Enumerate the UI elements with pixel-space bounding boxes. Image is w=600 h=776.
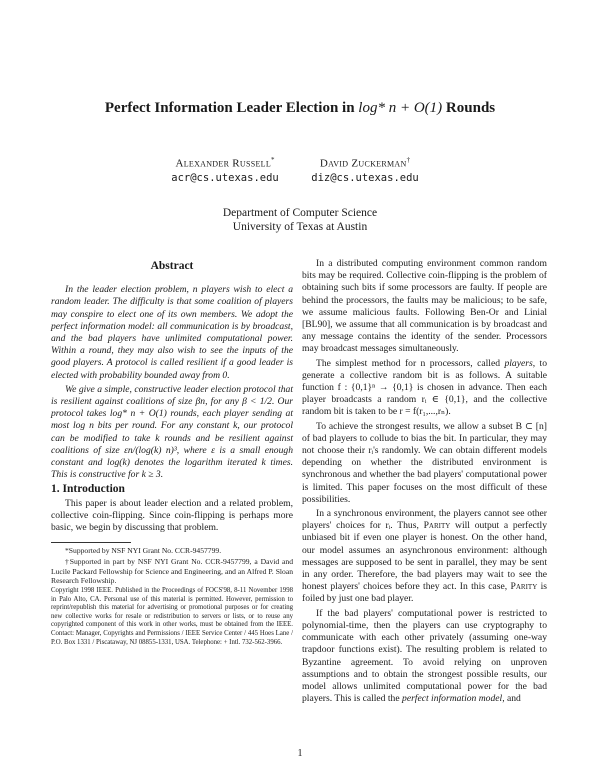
author-name: Alexander Russell	[175, 157, 272, 170]
copyright-notice: Copyright 1998 IEEE. Published in the Proceedings of FOCS'98, 8-11 November 1998 in Palo Alto, CA. Personal use of this material is permitted. However, permission to reprint/republish this material for advertising or promotional purposes or for creating new collective works for resale or redistribution to servers or lists, or to reuse any copyrighted component of this work in other works, must be obtained from the IEEE. Contact: Manager, Copyrights and Permissions / IEEE Service Center / 445 Hoes Lane / P.O. Box 1331 / Piscataway, NJ 08855-1331, USA. Telephone: + Intl. 732-562-3966.	[51, 587, 293, 646]
abstract-paragraph: We give a simple, constructive leader election protocol that is resilient against coalitions of size βn, for any β < 1/2. Our protocol takes log* n + O(1) rounds, each player sending at most log n bits per round. For any constant k, our protocol can be modified to take k rounds and be resilient against coalitions of size εn/(log(k) n)³, where ε is a small enough constant and log(k) denotes the logarithm iterated k times. This is constructive for k ≥ 3.	[51, 383, 293, 481]
body-paragraph: The simplest method for n processors, called players, to generate a collective random bit is as follows. A suitable function f : {0,1}ⁿ → {0,1} is chosen in advance. Then each player broadcasts a random rᵢ ∈ {0,1}, and the collective random bit is taken to be r = f(r₁,...,rₙ).	[302, 357, 547, 418]
title-math: log* n + O(1)	[358, 100, 443, 116]
author-email: acr@cs.utexas.edu	[171, 171, 279, 184]
body-paragraph: This paper is about leader election and a related problem, collective coin-flipping. Since coin-flipping is perhaps more basic, we begin by discussing that problem.	[51, 497, 293, 534]
body-paragraph: If the bad players' computational power is restricted to polynomial-time, then the players can use cryptography to communicate with each other privately (assuming one-way trapdoor functions exist). The resulting problem is related to Byzantine agreement. To avoid relying on unproven assumptions and to obtain the strongest possible results, our model allows unlimited computational power for the bad players. This is called the perfect information model, and	[302, 607, 547, 705]
footnote-rule	[51, 542, 131, 543]
author-email: diz@cs.utexas.edu	[311, 171, 419, 184]
author-2: David Zuckerman† diz@cs.utexas.edu	[300, 156, 430, 184]
abstract	[51, 284, 293, 481]
paper-title: Perfect Information Leader Election in log* n + O(1) Rounds	[104, 100, 496, 116]
author-name: David Zuckerman	[319, 157, 407, 170]
right-column	[302, 258, 547, 707]
body-paragraph: In a synchronous environment, the players cannot see other players' choices for rᵢ. Thus, Parity will output a perfectly unbiased bit if even one player is honest. On the other hand, our model assumes an asynchronous environment: although messages are supposed to be sent in parallel, they may be sent in any order. Therefore, the bad players may wait to see the honest players' choices before they act. In this case, Parity is foiled by just one bad player.	[302, 508, 547, 605]
author-1: Alexander Russell* acr@cs.utexas.edu	[150, 156, 300, 184]
body-paragraph: In a distributed computing environment common random bits may be required. Collective coin-flipping is the problem of obtaining such bits if some processors are faulty. If people are behind the processors, the faults may be malicious; to be safe, we assume malicious faults. Following Ben-Or and Linial [BL90], we assume that all communication is by broadcast and any message contains the identity of the sender. Processors may broadcast messages simultaneously.	[302, 258, 547, 355]
left-column	[51, 258, 293, 649]
abstract-heading: Abstract	[150, 260, 194, 272]
abstract-paragraph: In the leader election problem, n players wish to elect a random leader. The difficulty is that some coalition of players may conspire to elect one of its own members. We adopt the perfect information model: all communication is by broadcast, and the bad players have unlimited computational power. Within a round, they may also wish to see the inputs of the good players. A protocol is called resilient if a good leader is elected with probability bounded away from 0.	[51, 284, 293, 381]
section-heading: 1. Introduction	[51, 483, 125, 496]
affiliation: Department of Computer Science University of Texas at Austin	[222, 207, 378, 233]
footnote: †Supported in part by NSF NYI Grant No. CCR-9457799, a David and Lucile Packard Fellowship for Science and Engineering, and an Alfred P. Sloan Research Fellowship.	[51, 557, 293, 585]
body-paragraph: To achieve the strongest results, we allow a subset B ⊂ [n] of bad players to collude to bias the bit. In particular, they may not choose their rᵢ's randomly. We can obtain different models depending on whether the distributed environment is synchronous and whether the bad players' computational power is limited. This paper focuses on the most difficult of these possibilities.	[302, 420, 547, 505]
page-number: 1	[297, 748, 303, 759]
footnote: *Supported by NSF NYI Grant No. CCR-9457799.	[65, 546, 222, 556]
